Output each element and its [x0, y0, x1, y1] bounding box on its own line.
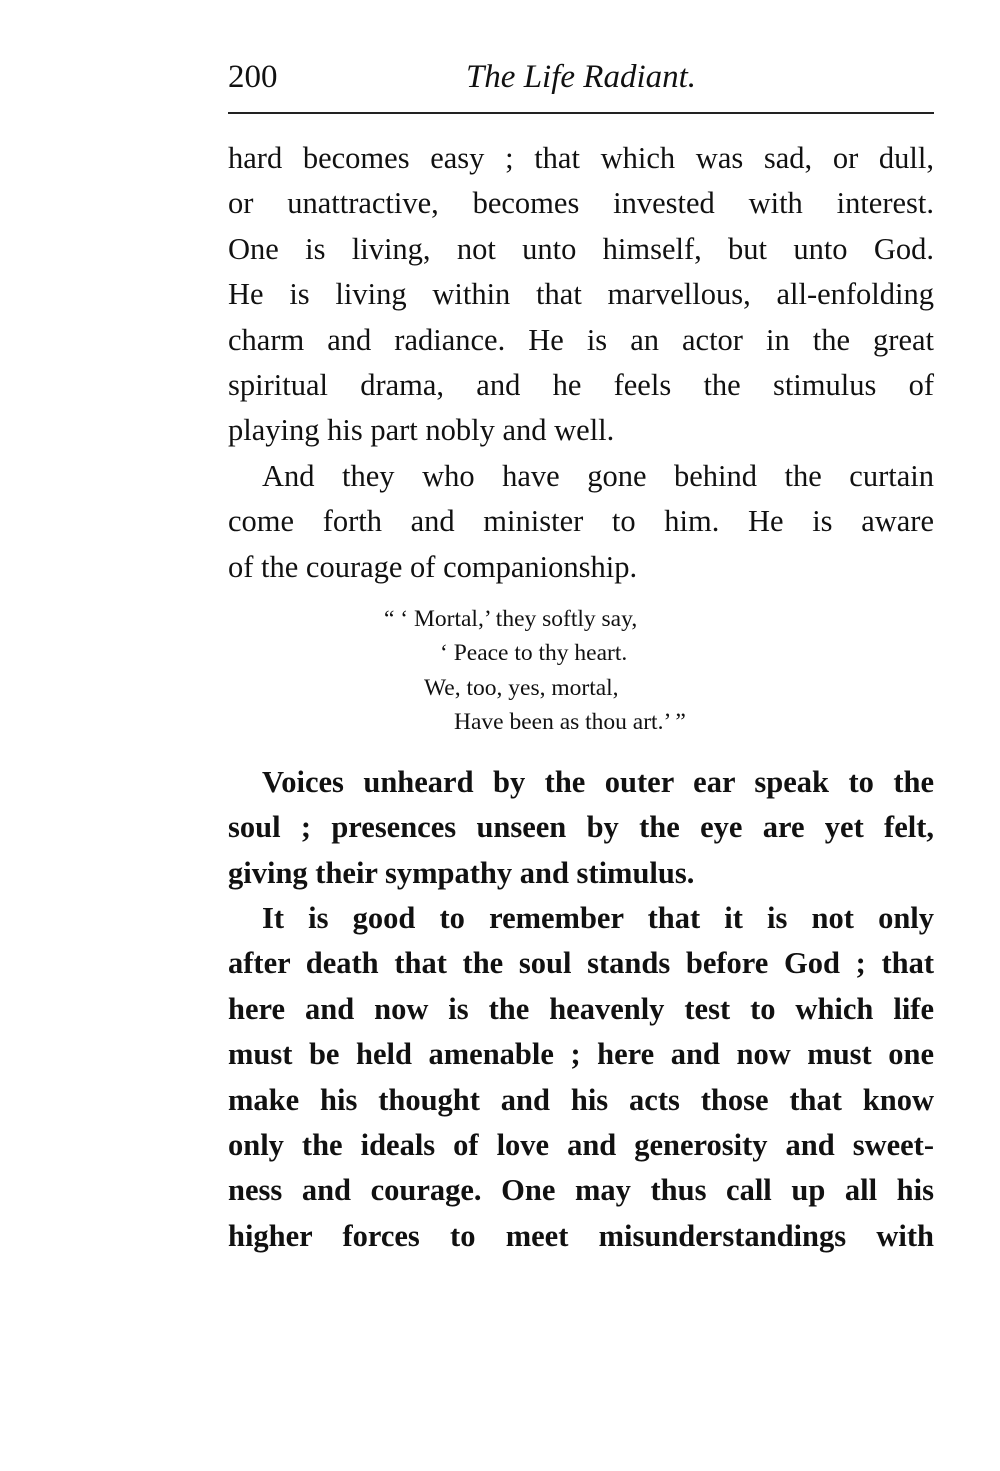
- text-line: charm and radiance. He is an actor in the great: [228, 322, 934, 357]
- text-line: It is good to remember that it is not only: [262, 901, 934, 936]
- text-line: only the ideals of love and generosity and sweet-: [228, 1128, 934, 1163]
- text-line: He is living within that marvellous, all-enfolding: [228, 277, 934, 312]
- page-number: 200: [228, 59, 278, 95]
- text-line: One is living, not unto himself, but unto God.: [228, 231, 934, 266]
- text-line: come forth and minister to him. He is aware: [228, 504, 934, 539]
- running-head: [228, 52, 934, 102]
- verse-line: ‘ Peace to thy heart.: [440, 640, 628, 667]
- verse-line: We, too, yes, mortal,: [424, 674, 619, 701]
- text-line: playing his part nobly and well.: [228, 413, 615, 448]
- text-line: make his thought and his acts those that know: [228, 1082, 934, 1117]
- text-line: giving their sympathy and stimulus.: [228, 855, 695, 890]
- text-line: soul ; presences unseen by the eye are yet felt,: [228, 810, 934, 845]
- text-line: of the courage of companionship.: [228, 549, 638, 584]
- paragraph-1: [228, 136, 934, 454]
- text-line: or unattractive, becomes invested with interest.: [228, 186, 934, 221]
- text-line: here and now is the heavenly test to which life: [228, 991, 934, 1026]
- bold-section: [228, 760, 934, 1259]
- verse-line: “ ‘ Mortal,’ they softly say,: [384, 605, 638, 632]
- running-title: The Life Radiant.: [465, 59, 697, 95]
- text-line: And they who have gone behind the curtain: [262, 458, 934, 493]
- text-line: ness and courage. One may thus call up all his: [228, 1173, 934, 1208]
- text-line: must be held amenable ; here and now must one: [228, 1037, 934, 1072]
- text-line: hard becomes easy ; that which was sad, or dull,: [228, 141, 934, 175]
- body-text: [228, 136, 934, 1259]
- header-rule: [228, 112, 934, 114]
- paragraph-2: [228, 454, 934, 590]
- verse-line: Have been as thou art.’ ”: [454, 709, 686, 736]
- text-line: Voices unheard by the outer ear speak to the: [262, 764, 934, 799]
- text-line: spiritual drama, and he feels the stimulus of: [228, 367, 934, 402]
- text-line: after death that the soul stands before God ; that: [228, 946, 934, 981]
- verse-quotation: [228, 602, 934, 740]
- paragraph-4: [228, 896, 934, 1259]
- text-line: higher forces to meet misunderstandings with: [228, 1218, 934, 1253]
- paragraph-3: [228, 760, 934, 896]
